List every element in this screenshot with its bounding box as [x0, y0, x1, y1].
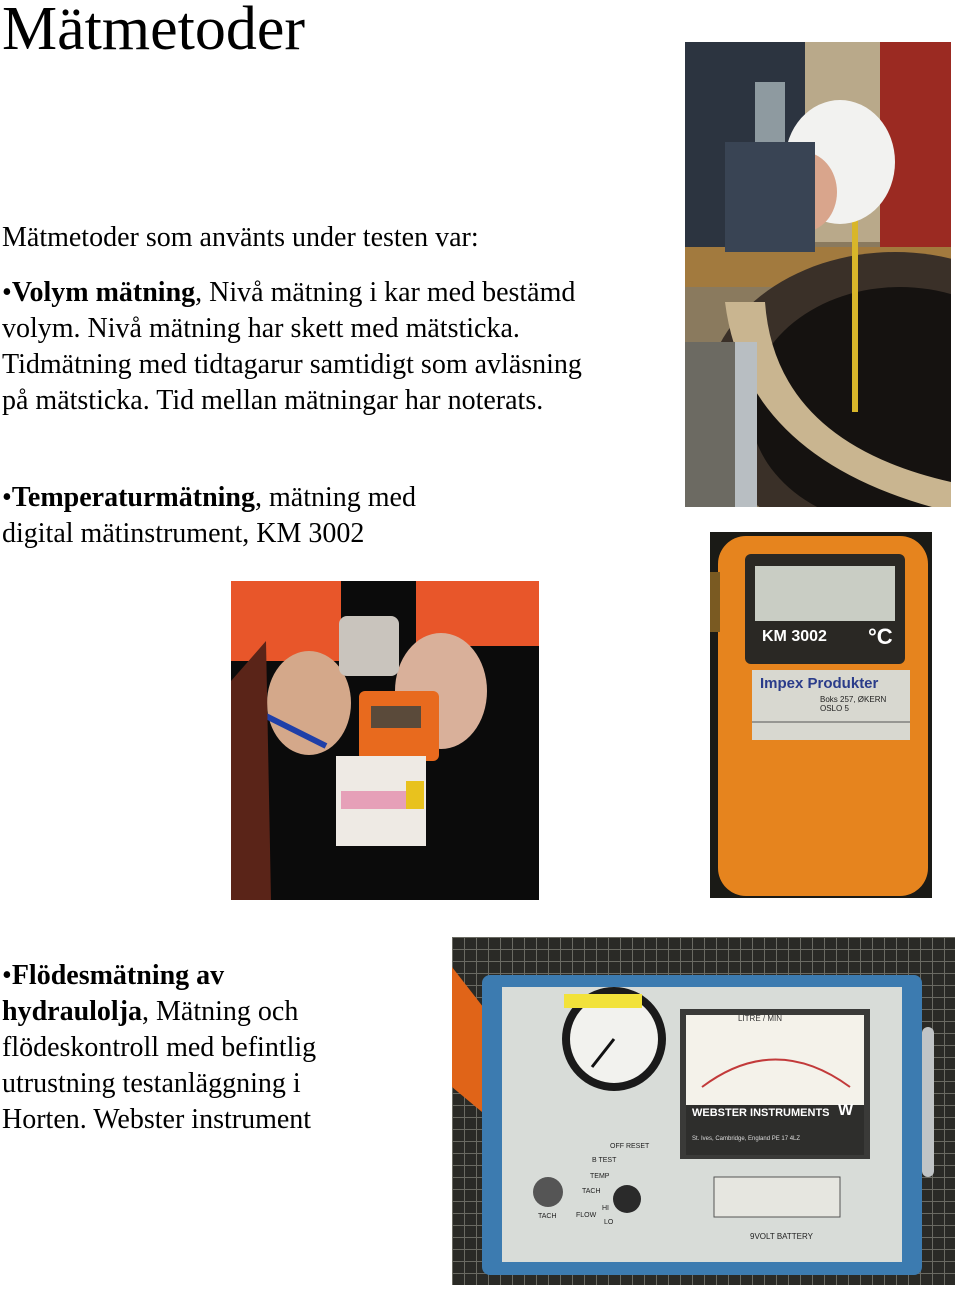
- switch-temp: TEMP: [590, 1173, 610, 1180]
- section-heading: Flödesmätning av: [11, 960, 225, 991]
- section-flodes: •Flödesmätning av hydraulolja, Mätning och flödeskontroll med befintlig utrustning testanläggning i Horten. Webster instrument: [2, 960, 317, 1135]
- photo-thermometer-in-use: [231, 581, 539, 900]
- bullet: •: [2, 277, 12, 308]
- switch-lo: LO: [604, 1219, 614, 1226]
- webster-plate: WEBSTER INSTRUMENTS: [692, 1107, 830, 1119]
- switch-off-reset: OFF RESET: [610, 1143, 650, 1150]
- switch-b-test: B TEST: [592, 1157, 617, 1164]
- photo-dipstick-measurement: [685, 42, 951, 507]
- switch-tach: TACH: [582, 1188, 601, 1195]
- socket-tach: TACH: [538, 1213, 557, 1220]
- section-volym: •Volym mätning, Nivå mätning i kar med bestämd volym. Nivå mätning har skett med mätsticka. Tidmätning med tidtagarur samtidigt som avläsning på mätsticka. Tid mellan mätningar har noterats.: [2, 277, 582, 416]
- impex-label: Impex Produkter: [760, 675, 879, 692]
- km-model-label: KM 3002: [762, 628, 827, 645]
- photo-webster-instrument: [452, 937, 955, 1285]
- bullet: •: [2, 960, 12, 991]
- webster-logo: W: [838, 1102, 854, 1119]
- switch-flow: FLOW: [576, 1212, 597, 1219]
- photo-km3002-thermometer: [710, 532, 932, 898]
- scale-title: LITRE / MIN: [738, 1014, 783, 1023]
- section-temperatur: •Temperaturmätning, mätning med digital mätinstrument, KM 3002: [2, 482, 416, 549]
- page-title: Mätmetoder: [2, 0, 306, 63]
- bullet: •: [2, 482, 12, 513]
- unit-label: °C: [868, 624, 893, 649]
- section-heading: Temperaturmätning: [11, 482, 255, 513]
- webster-address: St. Ives, Cambridge, England PE 17 4LZ: [692, 1136, 801, 1142]
- intro-text: Mätmetoder som använts under testen var:: [2, 222, 479, 253]
- switch-hi: HI: [602, 1205, 609, 1212]
- section-heading: Volym mätning: [11, 277, 196, 308]
- impex-address: Boks 257, ØKERN OSLO 5: [820, 695, 887, 713]
- battery-label: 9VOLT BATTERY: [750, 1232, 813, 1241]
